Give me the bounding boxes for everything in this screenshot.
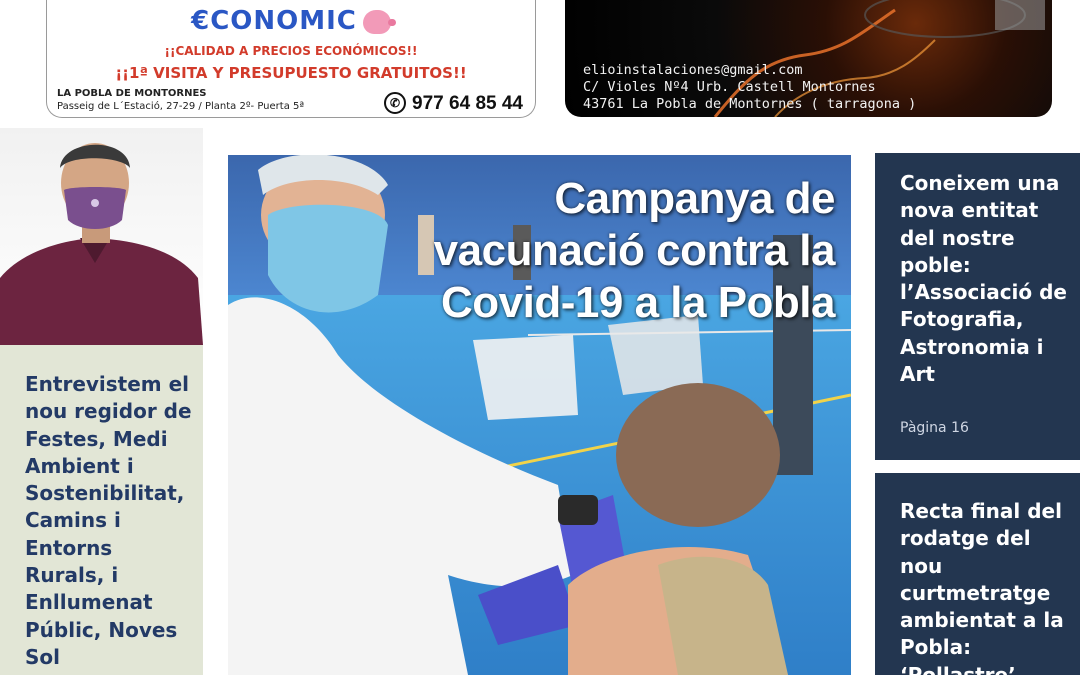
councillor-portrait: [0, 128, 203, 345]
left-article-headline[interactable]: Entrevistem el nou regidor de Festes, Medi Ambient i Sostenibilitat, Camins i Entorns Rurals, i Enllumenat Públic, Noves Sol: [25, 372, 192, 669]
left-article-box[interactable]: [0, 345, 203, 675]
ad-city: 43761 La Pobla de Montornes ( tarragona ): [583, 96, 917, 112]
ad-brand: €CONOMIC: [47, 6, 535, 36]
ad-email: elioinstalaciones@gmail.com: [583, 62, 803, 78]
right-article-box-2[interactable]: [875, 473, 1080, 687]
economic-ad[interactable]: [46, 0, 536, 118]
ad-phone: ✆ 977 64 85 44: [384, 92, 523, 115]
right-article-box-1[interactable]: [875, 153, 1080, 460]
right-article-1-headline[interactable]: Coneixem una nova entitat del nostre poble: l’Associació de Fotografia, Astronomia i Art: [900, 171, 1067, 387]
ad-town: LA POBLA DE MONTORNES: [57, 88, 207, 99]
right-article-1-page: Pàgina 16: [900, 420, 969, 436]
main-article-photo[interactable]: [228, 155, 851, 675]
ad-offer: ¡¡1ª VISITA Y PRESUPUESTO GRATUITOS!!: [115, 64, 467, 82]
ad-tagline: ¡¡CALIDAD A PRECIOS ECONÓMICOS!!: [164, 44, 418, 58]
piggy-bank-icon: [363, 10, 391, 34]
right-article-2-headline[interactable]: Recta final del rodatge del nou curtmetratge ambientat a la Pobla: ‘Pollastre’: [900, 499, 1064, 687]
phone-icon: ✆: [384, 92, 406, 114]
ad-address: Passeig de L´Estació, 27-29 / Planta 2º- Puerta 5ª: [57, 101, 305, 112]
ad-street: C/ Violes Nº4 Urb. Castell Montornes: [583, 79, 876, 95]
electrician-ad[interactable]: [565, 0, 1052, 117]
main-article-title[interactable]: Campanya de vacunació contra la Covid-19 a la Pobla: [433, 174, 835, 327]
portrait-graphic: [0, 128, 203, 345]
